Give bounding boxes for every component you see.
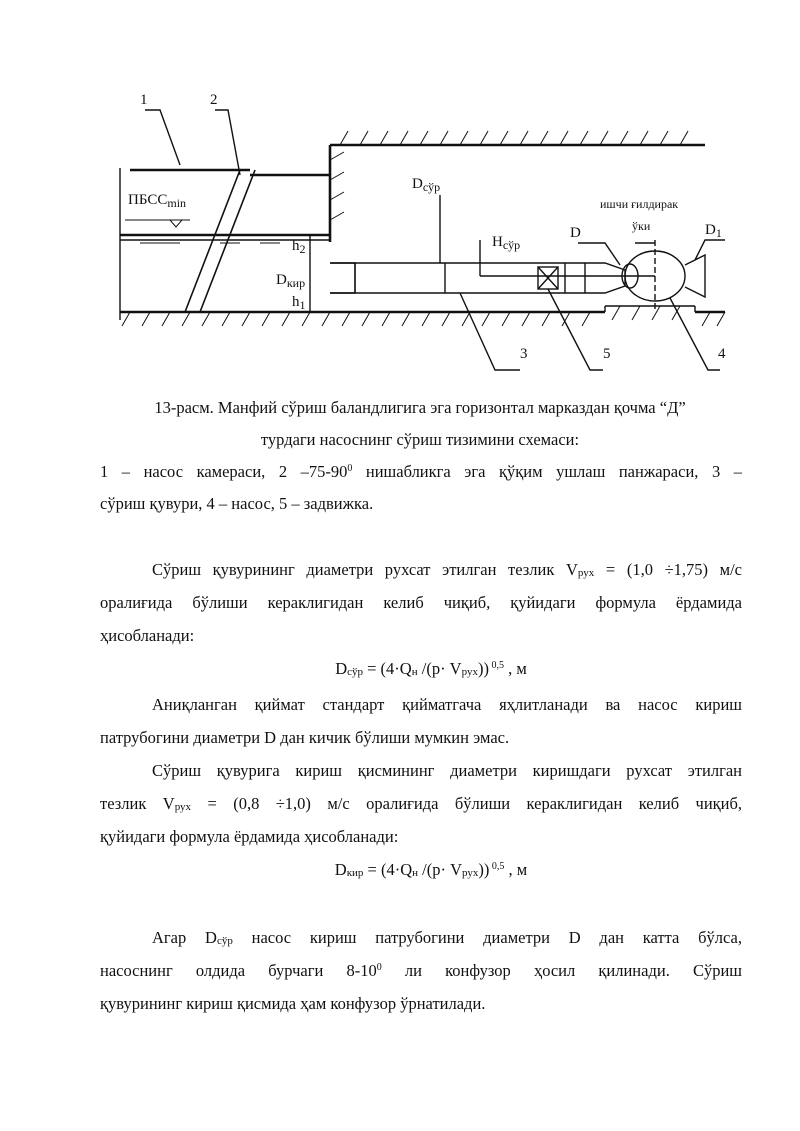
leader-2 [215, 110, 240, 175]
para2-line-2: патрубогини диаметри D дан кичик бўлиши мумкин эмас. [100, 728, 510, 747]
screen-line-a [185, 170, 240, 312]
label-impeller-2: ўки [632, 219, 651, 233]
para1-line-2: оралиғида бўлиши кераклигидан келиб чиқиб, қуйидаги формула ёрдамида [100, 593, 742, 612]
pump-outlet [685, 255, 705, 297]
leader-1 [145, 110, 180, 165]
para1-line-1: Сўриш қувурининг диаметри рухсат этилган тезлик $V_{рух} = (1,0 \div 1,75)$ м/с [152, 560, 742, 579]
para3-line-1: Сўриш қувурига кириш қисмининг диаметри киришдаги рухсат этилган [152, 761, 742, 780]
caption-line-2: турдаги насоснинг сўриш тизимини схемаси: [260, 430, 580, 449]
para4-line-1: Агар $D_{сўр}$ насос кириш патрубогини диаметри D дан катта бўлса, [152, 928, 742, 947]
label-hsur: $H_{сўр}$ [492, 234, 521, 252]
formula-dkir: $D_{кир} = (4\cdot Q_н$ $/(р\cdot V_{рух})$) $^{0,5}$ , м [334, 860, 528, 879]
leader-d [578, 243, 620, 265]
label-3: 3 [520, 346, 528, 362]
legend-line-2: сўриш қувури, 4 – насос, 5 – задвижка. [100, 494, 374, 513]
pump-inlet [585, 263, 625, 293]
caption-line-1: 13-расм. Манфий сўриш баландлигига эга горизонтал марказдан қочма “Д” [154, 398, 686, 417]
label-d1: $D_1$ [705, 222, 722, 240]
label-4: 4 [718, 346, 726, 362]
para1-line-3: ҳисобланади: [100, 626, 195, 645]
legend-line-1: 1 – насос камераси, 2 $-75-90^0$ нишабликга эга қўқим ушлаш панжараси, 3 – [100, 462, 742, 481]
label-impeller-1: ишчи ғилдирак [600, 197, 679, 211]
label-d: D [570, 225, 581, 241]
para3-line-2: тезлик $V_{рух} = (0,8 \div 1,0)$ м/с оралиғида бўлиши кераклигидан келиб чиқиб, [100, 794, 743, 813]
leader-3 [460, 293, 520, 370]
para3-line-3: қуйидаги формула ёрдамида ҳисобланади: [100, 827, 399, 846]
pump-suction-diagram [100, 80, 740, 380]
para4-line-3: қувурининг кириш қисмида ҳам конфузор ўрнатилади. [100, 994, 486, 1013]
label-dsur: $D_{сўр}$ [412, 176, 441, 194]
label-2: 2 [210, 92, 218, 108]
para4-line-2: насоснинг олдида бурчаги $8-10^0$ ли конфузор ҳосил қилинади. Сўриш [100, 961, 743, 980]
leader-5 [548, 289, 603, 370]
label-dkir: $D_{кир}$ [276, 272, 306, 290]
pipe-inlet-confuser [330, 263, 355, 293]
label-1: 1 [140, 92, 148, 108]
screen-line-b [200, 170, 255, 312]
label-h1: $h_1$ [292, 294, 306, 312]
label-5: 5 [603, 346, 611, 362]
label-pbss: $ПБСС_{min}$ [128, 192, 187, 210]
label-h2: $h_2$ [292, 238, 306, 256]
formula-dsur: $D_{сўр} = (4\cdot Q_н$ $/(р\cdot V_{рух})$) $^{0,5}$ , м [335, 659, 527, 678]
diagram-svg [100, 80, 740, 380]
para2-line-1: Аниқланган қиймат стандарт қийматгача яҳлитланади ва насос кириш [152, 695, 742, 714]
